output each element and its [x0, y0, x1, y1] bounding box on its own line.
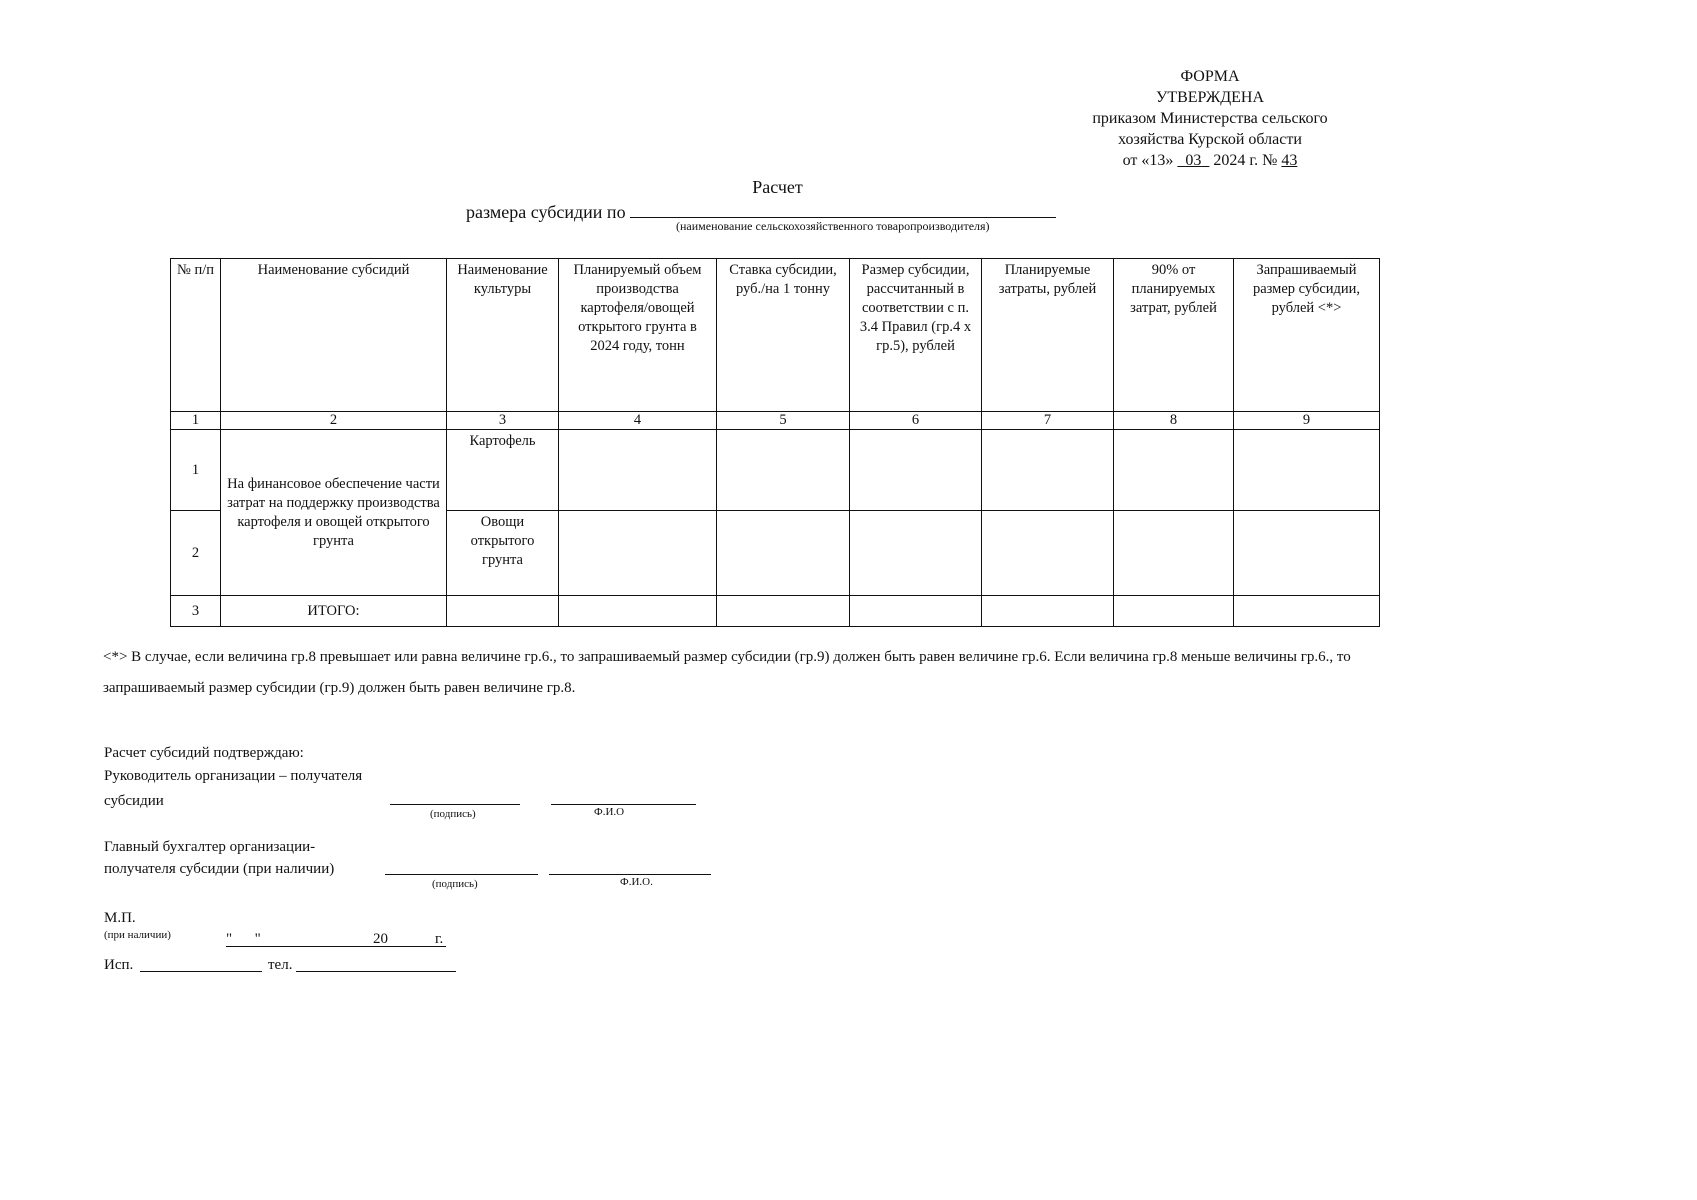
column-number: 7: [982, 412, 1114, 430]
table-row: [171, 430, 1380, 511]
head-signature-hint: (подпись): [430, 808, 476, 820]
approval-date-prefix: от «13»: [1122, 152, 1174, 169]
approval-form-label: ФОРМА: [1180, 68, 1240, 85]
input-cell[interactable]: [982, 511, 1114, 596]
header-cell: Запрашиваемый размер субсидии, рублей <*>: [1234, 259, 1380, 412]
confirm-label: Расчет субсидий подтверждаю:: [104, 745, 304, 761]
input-cell[interactable]: [850, 511, 982, 596]
column-number: 9: [1234, 412, 1380, 430]
row-number: 3: [171, 596, 221, 627]
accountant-label-line2: получателя субсидии (при наличии): [104, 861, 335, 877]
head-label-line2: субсидии: [104, 793, 164, 809]
input-cell[interactable]: [1234, 596, 1380, 627]
header-cell: Наименование культуры: [447, 259, 559, 412]
input-cell[interactable]: [1114, 430, 1234, 511]
table-row: [171, 596, 1380, 627]
input-cell[interactable]: [850, 596, 982, 627]
row-number: 1: [171, 430, 221, 511]
phone-line[interactable]: [296, 971, 456, 972]
header-cell: Размер субсидии, рассчитанный в соответствии с п. 3.4 Правил (гр.4 х гр.5), рублей: [850, 259, 982, 412]
footnote: <*> В случае, если величина гр.8 превышает или равна величине гр.6., то запрашиваемый размер субсидии (гр.9) должен быть равен величине гр.6. Если величина гр.8 меньше величины гр.6., то запрашиваемый размер субсидии (гр.9) должен быть равен величине гр.8.: [103, 649, 1351, 696]
subsidy-calculation-table: [170, 258, 1380, 627]
approval-month: 03: [1185, 152, 1202, 169]
header-cell: № п/п: [171, 259, 221, 412]
header-cell: Ставка субсидии, руб./на 1 тонну: [717, 259, 850, 412]
date-quotes: " ": [226, 931, 261, 947]
subtitle-text: размера субсидии по: [466, 202, 626, 222]
header-cell: 90% от планируемых затрат, рублей: [1114, 259, 1234, 412]
input-cell[interactable]: [717, 430, 850, 511]
approval-ministry-line: хозяйства Курской области: [1118, 131, 1302, 148]
producer-name-field[interactable]: [630, 203, 1056, 218]
executor-line[interactable]: [140, 971, 262, 972]
stamp-hint: (при наличии): [104, 929, 171, 941]
date-suffix: г.: [435, 931, 444, 947]
input-cell[interactable]: [982, 596, 1114, 627]
input-cell[interactable]: [1234, 430, 1380, 511]
approval-approved-label: УТВЕРЖДЕНА: [1155, 89, 1264, 106]
accountant-signature-hint: (подпись): [432, 878, 478, 890]
head-signature-line[interactable]: [390, 804, 520, 805]
input-cell[interactable]: [447, 596, 559, 627]
head-name-hint: Ф.И.О: [594, 806, 625, 818]
column-number: 6: [850, 412, 982, 430]
producer-name-hint: (наименование сельскохозяйственного товаропроизводителя): [676, 219, 990, 233]
approval-year: 2024 г. №: [1213, 152, 1278, 169]
approval-block: [1040, 66, 1380, 171]
table-header-row: [171, 259, 1380, 412]
column-number: 8: [1114, 412, 1234, 430]
row-number: 2: [171, 511, 221, 596]
column-number: 5: [717, 412, 850, 430]
header-cell: Наименование субсидий: [221, 259, 447, 412]
column-number: 1: [171, 412, 221, 430]
input-cell[interactable]: [717, 596, 850, 627]
stamp-label: М.П.: [104, 910, 136, 926]
input-cell[interactable]: [559, 596, 717, 627]
input-cell[interactable]: [1114, 511, 1234, 596]
header-cell: Планируемые затраты, рублей: [982, 259, 1114, 412]
input-cell[interactable]: [559, 430, 717, 511]
input-cell[interactable]: [717, 511, 850, 596]
executor-label: Исп.: [104, 957, 134, 973]
subsidy-name-cell: На финансовое обеспечение части затрат на поддержку производства картофеля и овощей открытого грунта: [221, 430, 447, 596]
date-year: 20: [373, 931, 388, 947]
accountant-name-hint: Ф.И.О.: [620, 876, 653, 888]
culture-cell: Овощи открытого грунта: [447, 511, 559, 596]
column-number: 4: [559, 412, 717, 430]
head-name-line[interactable]: [551, 804, 696, 805]
input-cell[interactable]: [982, 430, 1114, 511]
head-label-line1: Руководитель организации – получателя: [104, 768, 363, 784]
accountant-label-line1: Главный бухгалтер организации-: [104, 839, 316, 855]
input-cell[interactable]: [1234, 511, 1380, 596]
accountant-name-line[interactable]: [549, 874, 711, 875]
input-cell[interactable]: [559, 511, 717, 596]
header-cell: Планируемый объем производства картофеля/овощей открытого грунта в 2024 году, тонн: [559, 259, 717, 412]
total-label: ИТОГО:: [221, 596, 447, 627]
approval-order-line: приказом Министерства сельского: [1092, 110, 1328, 127]
column-number: 2: [221, 412, 447, 430]
approval-number: 43: [1281, 152, 1298, 169]
input-cell[interactable]: [850, 430, 982, 511]
input-cell[interactable]: [1114, 596, 1234, 627]
approval-date-line: [1040, 150, 1380, 171]
column-number-row: [171, 412, 1380, 430]
culture-cell: Картофель: [447, 430, 559, 511]
date-line[interactable]: [226, 946, 446, 947]
document-title: Расчет: [752, 177, 803, 197]
accountant-signature-line[interactable]: [385, 874, 538, 875]
column-number: 3: [447, 412, 559, 430]
phone-label: тел.: [268, 957, 293, 973]
